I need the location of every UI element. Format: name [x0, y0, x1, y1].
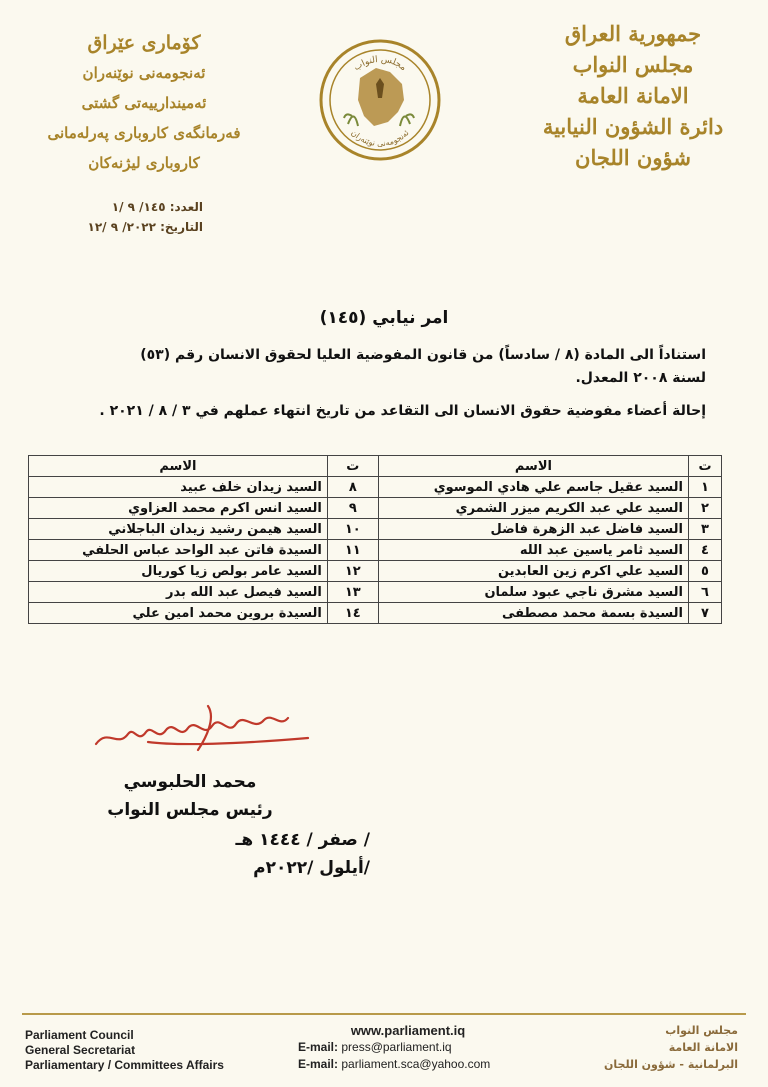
email-line — [298, 1056, 518, 1073]
signer-title: رئيس مجلس النواب — [107, 800, 273, 820]
table-body — [29, 477, 722, 624]
letterhead-line: دائرة الشؤون النيابية — [542, 114, 724, 139]
row-number: ٢ — [689, 498, 722, 519]
letterhead-line: جمهورية العراق — [564, 21, 702, 46]
footer-line: البرلمانية - شؤون اللجان — [604, 1058, 738, 1071]
footer-line: مجلس النواب — [665, 1024, 738, 1037]
email-label: E-mail: — [298, 1040, 339, 1054]
footer-english-address — [25, 1028, 224, 1073]
col-number-header: ت — [327, 456, 378, 477]
col-name-header: الاسم — [29, 456, 328, 477]
footer-divider — [22, 1013, 746, 1015]
footer-line: الامانة العامة — [668, 1041, 738, 1054]
row-number: ١٠ — [327, 519, 378, 540]
website-link[interactable]: www.parliament.iq — [350, 1023, 466, 1038]
gregorian-date: /أيلول /٢٠٢٢م — [253, 858, 370, 878]
member-name: السيدة بسمة محمد مصطفى — [378, 603, 688, 624]
issue-dates — [120, 826, 370, 882]
member-name: السيد فيصل عبد الله بدر — [29, 582, 328, 603]
email-link[interactable]: press@parliament.iq — [341, 1040, 452, 1054]
table-row — [29, 477, 722, 498]
row-number: ١ — [689, 477, 722, 498]
letterhead-line: کاروباری لیژنەکان — [88, 154, 200, 172]
signer-block — [40, 768, 340, 824]
signature-icon — [88, 698, 328, 758]
member-name: السيد ثامر ياسين عبد الله — [378, 540, 688, 561]
letterhead-arabic — [518, 18, 748, 173]
parliament-seal-icon — [318, 38, 442, 162]
reference-number-value: ١٤٥/ ٩ /١ — [111, 200, 166, 214]
reference-date-label: التاريخ: — [160, 220, 203, 234]
letterhead-kurdish — [14, 28, 274, 178]
paragraph-legal-basis — [46, 344, 706, 390]
member-name: السيد فاضل عبد الزهرة فاضل — [378, 519, 688, 540]
table-row — [29, 519, 722, 540]
row-number: ١٢ — [327, 561, 378, 582]
table-row — [29, 561, 722, 582]
row-number: ٥ — [689, 561, 722, 582]
row-number: ١٤ — [327, 603, 378, 624]
row-number: ٨ — [327, 477, 378, 498]
row-number: ٧ — [689, 603, 722, 624]
table-row — [29, 498, 722, 519]
table-header-row — [29, 456, 722, 477]
seal-text-top: مجلس النواب — [352, 54, 408, 74]
footer-line: Parliamentary / Committees Affairs — [25, 1058, 224, 1072]
letterhead-line: كۆماری عێراق — [87, 32, 201, 54]
letterhead-line: مجلس النواب — [572, 52, 694, 77]
member-name: السيد زيدان خلف عبيد — [29, 477, 328, 498]
table-row — [29, 540, 722, 561]
letterhead-line: ئەنجومەنی نوێنەران — [82, 64, 206, 82]
letterhead-line: ئەمیندارییەتی گشتی — [81, 94, 207, 112]
member-name: السيد انس اكرم محمد العزاوي — [29, 498, 328, 519]
seal-text-bottom: ئەنجومەنی نوێنەران — [349, 128, 411, 149]
members-table — [28, 455, 722, 624]
member-name: السيد علي اكرم زين العابدين — [378, 561, 688, 582]
order-title: امر نيابي (١٤٥) — [319, 308, 449, 328]
letterhead-line: شؤون اللجان — [575, 145, 691, 170]
row-number: ٤ — [689, 540, 722, 561]
row-number: ١٣ — [327, 582, 378, 603]
footer-arabic-address — [588, 1022, 738, 1073]
footer-line: General Secretariat — [25, 1043, 136, 1057]
table-row — [29, 603, 722, 624]
footer-contacts — [298, 1022, 518, 1073]
row-number: ٦ — [689, 582, 722, 603]
reference-block — [48, 197, 203, 237]
email-label: E-mail: — [298, 1057, 339, 1071]
col-number-header: ت — [689, 456, 722, 477]
reference-date-value: ٢٠٢٢/ ٩ /١٢ — [87, 220, 156, 234]
paragraph-line: لسنة ٢٠٠٨ المعدل. — [575, 370, 706, 386]
row-number: ١١ — [327, 540, 378, 561]
member-name: السيد علي عبد الكريم ميزر الشمري — [378, 498, 688, 519]
row-number: ٣ — [689, 519, 722, 540]
member-name: السيد عقيل جاسم علي هادي الموسوي — [378, 477, 688, 498]
signer-name: محمد الحلبوسي — [123, 772, 257, 792]
reference-date — [48, 217, 203, 237]
paragraph-decision: إحالة أعضاء مفوضية حقوق الانسان الى التقاعد من تاريخ انتهاء عملهم في ٣ / ٨ / ٢٠٢١ . — [99, 403, 706, 419]
hijri-date: / صفر / ١٤٤٤ هـ — [235, 830, 370, 850]
member-name: السيد عامر بولص زيا كوريال — [29, 561, 328, 582]
col-name-header: الاسم — [378, 456, 688, 477]
row-number: ٩ — [327, 498, 378, 519]
reference-number — [48, 197, 203, 217]
member-name: السيدة بروين محمد امين علي — [29, 603, 328, 624]
email-line — [298, 1039, 518, 1056]
reference-number-label: العدد: — [169, 200, 203, 214]
table-row — [29, 582, 722, 603]
footer-line: Parliament Council — [25, 1028, 134, 1042]
member-name: السيد مشرق ناجي عبود سلمان — [378, 582, 688, 603]
member-name: السيد هيمن رشيد زيدان الباجلاني — [29, 519, 328, 540]
letterhead-line: فەرمانگەی کاروباری پەرلەمانی — [47, 124, 241, 142]
letterhead-line: الامانة العامة — [577, 83, 689, 108]
member-name: السيدة فاتن عبد الواحد عباس الحلفي — [29, 540, 328, 561]
email-link[interactable]: parliament.sca@yahoo.com — [341, 1057, 491, 1071]
paragraph-line: استناداً الى المادة (٨ / سادساً) من قانون المفوضية العليا لحقوق الانسان رقم (٥٣) — [140, 347, 706, 363]
